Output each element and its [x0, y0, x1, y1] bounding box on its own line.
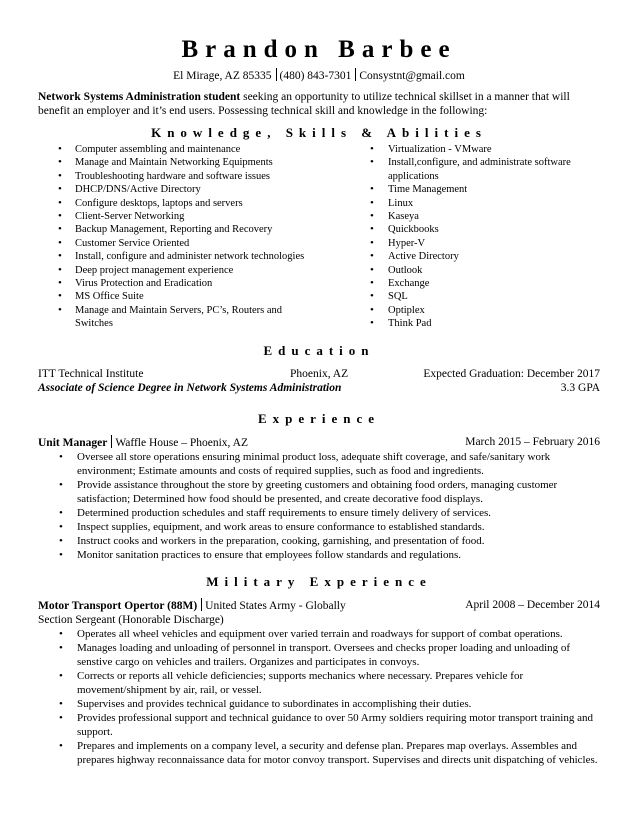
education-block [0, 367, 638, 395]
list-item: • Kaseya [350, 210, 580, 223]
divider [111, 435, 112, 448]
list-item: • Manage and Maintain Networking Equipments [38, 156, 350, 169]
list-item: • Optiplex [350, 304, 580, 317]
job-employer: Waffle House – Phoenix, AZ [115, 436, 249, 449]
gpa: 3.3 GPA [560, 381, 600, 394]
email: Consystnt@gmail.com [359, 70, 465, 82]
list-item: • Operates all wheel vehicles and equipment over varied terrain and roadways for support of combat operations. [38, 627, 600, 641]
degree: Associate of Science Degree in Network Systems Administration [38, 381, 342, 394]
list-item: • Deep project management experience [38, 264, 350, 277]
school-city: Phoenix, AZ [290, 367, 349, 380]
list-item: • Monitor sanitation practices to ensure that employees follow standards and regulations. [38, 548, 600, 562]
list-item: • Supervises and provides technical guidance to subordinates in accomplishing their duties. [38, 697, 600, 711]
summary-text: seeking an opportunity to utilize technical skillset in a manner that will benefit an employer and it’s end users. Possessing technical skill and knowledge in the following: [38, 91, 570, 117]
list-item: • DHCP/DNS/Active Directory [38, 183, 350, 196]
experience-block [0, 435, 638, 562]
list-item: • Determined production schedules and staff requirements to ensure timely delivery of services. [38, 506, 600, 520]
military-dates: April 2008 – December 2014 [465, 598, 600, 611]
phone: (480) 843-7301 [279, 70, 352, 82]
divider [201, 598, 202, 611]
list-item: • Provide assistance throughout the store by greeting customers and obtaining food orders, managing customer satisfaction; Determined how food should be presented, and create decorative food displays. [38, 478, 600, 506]
military-header [38, 598, 600, 613]
list-item: • Virus Protection and Eradication [38, 277, 350, 290]
school: ITT Technical Institute [38, 367, 144, 380]
list-item: • Prepares and implements on a company level, a security and defense plan. Prepares map overlays. Assembles and prepares highway reconnaissance data for motor convoy transport. Supervises and directs unit dispatching of vehicles. [38, 739, 600, 767]
list-item: • Client-Server Networking [38, 210, 350, 223]
divider [355, 68, 356, 81]
list-item: • Active Directory [350, 250, 580, 263]
list-item: • Think Pad [350, 317, 580, 330]
education-row [38, 367, 600, 381]
list-item: • Oversee all store operations ensuring minimal product loss, adequate shift coverage, and safe/sanitary work environment; Estimate amounts and costs of required supplies, such as food and ingredients. [38, 450, 600, 478]
list-item: • Troubleshooting hardware and software issues [38, 170, 350, 183]
list-item: • Customer Service Oriented [38, 237, 350, 250]
skills-left-column [38, 143, 350, 331]
military-block [0, 598, 638, 767]
military-subtitle: Section Sergeant (Honorable Discharge) [38, 613, 224, 626]
job-duties [38, 450, 600, 562]
list-item: • Manage and Maintain Servers, PC’s, Routers and Switches [38, 304, 350, 331]
job-header [38, 435, 600, 450]
list-item: • MS Office Suite [38, 290, 350, 303]
military-duties [38, 627, 600, 767]
military-title: Military Experience [206, 573, 432, 589]
summary [38, 90, 600, 118]
location: El Mirage, AZ 85335 [173, 70, 272, 82]
list-item: • Exchange [350, 277, 580, 290]
list-item: • Computer assembling and maintenance [38, 143, 350, 156]
list-item: • Linux [350, 197, 580, 210]
candidate-name: Brandon Barbee [181, 36, 457, 63]
summary-lead: Network Systems Administration student [38, 91, 241, 103]
list-item: • Provides professional support and technical guidance to over 50 Army soldiers requiring motor transport training and support. [38, 711, 600, 739]
skills-list [38, 143, 600, 331]
list-item: • Install,configure, and administrate software applications [350, 156, 580, 183]
list-item: • Install, configure and administer network technologies [38, 250, 350, 263]
contact-line [0, 68, 638, 84]
list-item: • Corrects or reports all vehicle deficiencies; supports mechanics where necessary. Prepares vehicle for movement/shipment by air, rail, or vessel. [38, 669, 600, 697]
list-item: • Manages loading and unloading of personnel in transport. Oversees and checks proper loading and unloading of senstive cargo on vehicles and trailers. Organizes and participates in convoys. [38, 641, 600, 669]
military-employer: United States Army - Globally [205, 599, 346, 612]
list-item: • Inspect supplies, equipment, and work areas to ensure conformance to established standards. [38, 520, 600, 534]
degree-row [38, 381, 600, 395]
list-item: • Instruct cooks and workers in the preparation, cooking, garnishing, and presentation of food. [38, 534, 600, 548]
list-item: • Time Management [350, 183, 580, 196]
list-item: • Backup Management, Reporting and Recovery [38, 223, 350, 236]
list-item: • Virtualization - VMware [350, 143, 580, 156]
experience-title: Experience [257, 410, 381, 426]
job-dates: March 2015 – February 2016 [465, 435, 600, 448]
graduation: Expected Graduation: December 2017 [423, 367, 600, 380]
list-item: • SQL [350, 290, 580, 303]
military-role: Motor Transport Opertor (88M) [38, 599, 198, 612]
list-item: • Configure desktops, laptops and servers [38, 197, 350, 210]
list-item: • Quickbooks [350, 223, 580, 236]
job-role: Unit Manager [38, 436, 108, 449]
education-title: Education [263, 342, 375, 358]
skills-title: Knowledge, Skills & Abilities [151, 125, 487, 140]
list-item: • Hyper-V [350, 237, 580, 250]
skills-right-column [350, 143, 580, 331]
divider [276, 68, 277, 81]
list-item: • Outlook [350, 264, 580, 277]
